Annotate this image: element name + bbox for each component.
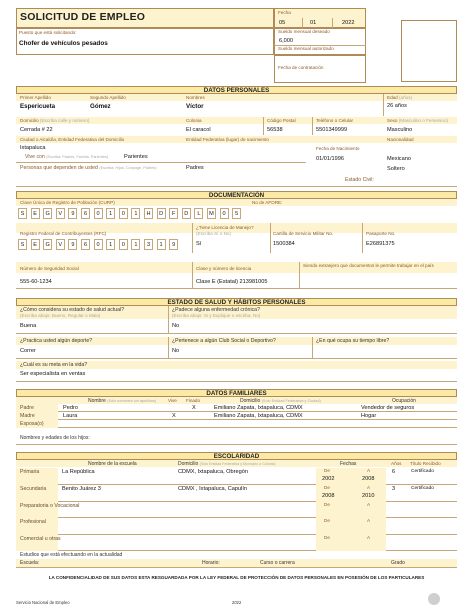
char-cell[interactable]: V [56, 239, 65, 250]
fecha-nacimiento-field[interactable]: 01/01/1996 [316, 156, 344, 162]
esc-de-label: De [324, 502, 330, 507]
divider [16, 358, 457, 359]
char-cell[interactable]: 0 [119, 208, 128, 219]
licencia-q-field[interactable]: Sí [196, 241, 202, 247]
clase-licencia-label: Clase y número de licencia [196, 266, 252, 271]
esc-col-escuela: Nombre de la escuela [88, 461, 137, 467]
salud-a2-field[interactable]: No [172, 323, 180, 329]
vive-con-label: Vive con (Escriba: Padres, Familia, Parientes) [25, 154, 109, 160]
esc-nivel: Primaria [20, 469, 40, 475]
divider [192, 262, 193, 288]
table-row [16, 485, 457, 502]
divider [383, 94, 384, 116]
table-row [16, 518, 457, 535]
afore-label: No de AFORE: [252, 200, 283, 205]
char-cell[interactable]: 1 [106, 239, 115, 250]
segundo-apellido-label: Segundo Apellido [90, 95, 126, 100]
salud-q3-label: ¿Practica usted algún deporte? [20, 338, 93, 344]
esc-nivel: Profesional [20, 519, 46, 525]
esc-de-label: De [324, 518, 330, 523]
colonia-label: Colonia [186, 118, 202, 123]
char-cell[interactable]: 1 [131, 239, 140, 250]
char-cell[interactable]: 9 [169, 239, 178, 250]
esc-escuela-field[interactable]: Benito Juárez 3 [62, 486, 101, 492]
telefono-label: Teléfono o Celular [316, 118, 354, 123]
esc-nivel: Preparatoria o Vocacional [20, 503, 80, 509]
char-cell[interactable]: 0 [220, 208, 229, 219]
puesto-field[interactable]: Chofer de vehículos pesados [19, 40, 108, 47]
salud-q1-label: ¿Cómo considera su estado de salud actual? [20, 307, 125, 313]
table-row [16, 412, 457, 420]
esc-a-field[interactable]: 2010 [362, 493, 375, 499]
fam-ocupacion-field[interactable]: Vendedor de seguros [361, 404, 415, 411]
divider [312, 337, 313, 358]
curp-label: Clave Única de Registro de Población (CURP) [20, 200, 115, 205]
nombres-field[interactable]: Víctor [186, 103, 204, 110]
salud-q5-label: ¿En qué ocupa su tiempo libre? [316, 338, 390, 344]
cartilla-field[interactable]: 1500384 [273, 241, 295, 247]
fecha-anio-field[interactable]: 2022 [342, 20, 355, 26]
section-familiares: DATOS FAMILIARES [16, 389, 457, 397]
footer-left: Servicio Nacional de Empleo [16, 600, 70, 605]
cartilla-label: Cartilla de Servicio Militar No. [273, 231, 334, 236]
fecha-dia-field[interactable]: 05 [279, 20, 286, 26]
vive-con-field[interactable]: Parientes [124, 154, 148, 160]
ciudad-field[interactable]: Ixtapaluca [20, 145, 46, 151]
esc-anios-field[interactable]: 6 [392, 469, 396, 475]
esc-nivel: Comercial u otras [20, 536, 61, 542]
hijos-label: Nombres y edades de los hijos: [20, 435, 90, 441]
divider [263, 117, 264, 135]
char-cell[interactable]: L [194, 208, 203, 219]
fam-nombre-field[interactable]: Laura [63, 412, 78, 419]
fam-vive-field[interactable]: X [172, 412, 176, 419]
sexo-field[interactable]: Masculino [387, 127, 413, 133]
sueldo-deseado-label: Sueldo mensual deseado [278, 29, 330, 34]
fam-ocupacion-field[interactable]: Hogar [361, 412, 377, 419]
esc-de-field[interactable]: 2008 [322, 493, 335, 499]
row-band [16, 397, 457, 404]
curso-label: Curso o carrera [260, 560, 295, 566]
divider [16, 162, 306, 163]
salud-q1-sub: (Escriba abajo: Bueno, Regular o Malo) [20, 313, 101, 318]
char-cell[interactable]: 1 [157, 239, 166, 250]
esc-a-label: A [367, 502, 371, 507]
esc-a-label: A [367, 535, 371, 540]
pasaporte-label: Pasaporte No. [366, 231, 396, 236]
fecha-contratacion-label: Fecha de contratación [278, 65, 324, 70]
section-documentacion: DOCUMENTACIÓN [16, 191, 457, 199]
pasaporte-field[interactable]: E26891375 [366, 241, 395, 247]
escolaridad-table [16, 468, 457, 552]
section-salud: ESTADO DE SALUD Y HÁBITOS PERSONALES [16, 298, 457, 306]
fam-domicilio-field[interactable]: Emiliano Zapata, Ixtapaluca, CDMX [214, 412, 303, 419]
char-cell[interactable]: G [43, 239, 52, 250]
estado-civil-field[interactable]: Soltero [387, 166, 405, 172]
table-row [16, 420, 457, 428]
dependen-label: Personas que dependen de usted (Escriba: Hijos, Cónyuge, Padres) [20, 165, 157, 171]
edad-field[interactable]: 26 años [387, 103, 407, 109]
telefono-field[interactable]: 5501349999 [316, 127, 348, 133]
char-cell[interactable]: 5 [232, 208, 241, 219]
colonia-field[interactable]: El caracol [186, 127, 211, 133]
char-cell[interactable]: 0 [119, 239, 128, 250]
curp-cells[interactable] [18, 208, 248, 220]
esc-col-titulo: Título Recibido [410, 461, 441, 466]
page-title: SOLICITUD DE EMPLEO [20, 11, 146, 23]
licencia-q-sub: (Escriba Sí o No) [196, 231, 231, 236]
cp-field[interactable]: 56538 [267, 127, 283, 133]
edad-label: Edad (años) [387, 95, 413, 100]
fam-relacion: Esposa(o) [20, 420, 44, 427]
fecha-label: Fecha [278, 10, 291, 15]
primer-apellido-field[interactable]: Espericueta [20, 103, 56, 110]
primer-apellido-label: Primer Apellido [20, 95, 51, 100]
ciudad-label: Ciudad o Alcaldía, Entidad Federativa del Domicilio [20, 137, 125, 142]
esc-domicilio-field[interactable]: CDMX, Ixtapaluca, Obregón [178, 469, 248, 475]
fam-col-finado: Finado [186, 398, 201, 403]
grado-label: Grado [391, 560, 405, 566]
esc-a-label: A [367, 468, 371, 473]
salud-q6-label: ¿Cuál es su meta en la vida? [20, 362, 88, 368]
salud-a4-field[interactable]: No [172, 348, 180, 354]
nss-label: Número de Seguridad Social [20, 266, 79, 271]
fam-domicilio-field[interactable]: Emiliano Zapata, Ixtapaluca, CDMX [214, 404, 303, 411]
fam-col-nombre: Nombre (Sólo nombre/s sin apellidos) [88, 398, 157, 404]
char-cell[interactable]: V [56, 208, 65, 219]
divider [16, 288, 457, 289]
esc-titulo-field[interactable]: Certificado [411, 469, 434, 474]
esc-col-domicilio: Domicilio (Sólo Entidad Federativa y Municipio o Colonia) [178, 461, 276, 467]
extranjero-label: Siendo extranjero que documentos le permite trabajar en el país [303, 263, 434, 268]
divider [16, 381, 457, 382]
char-cell[interactable]: 9 [68, 239, 77, 250]
salud-a1-field[interactable]: Buena [20, 323, 37, 329]
esc-a-label: A [367, 518, 371, 523]
logo-icon [428, 593, 440, 605]
salud-a6-field[interactable]: Ser especialista en ventas [20, 371, 86, 377]
escuela-label: Escuela: [20, 560, 40, 566]
char-cell[interactable]: G [43, 208, 52, 219]
char-cell[interactable]: D [157, 208, 166, 219]
fam-col-ocupacion: Ocupación [392, 398, 416, 404]
esc-anios-field[interactable]: 3 [392, 486, 396, 492]
esc-escuela-field[interactable]: La República [62, 469, 95, 475]
divider [16, 186, 457, 187]
char-cell[interactable]: 0 [94, 239, 103, 250]
divider [16, 444, 457, 445]
esc-de-label: De [324, 468, 330, 473]
fam-relacion: Madre [20, 412, 35, 419]
nacionalidad-field[interactable]: Mexicano [387, 156, 411, 162]
divider [192, 223, 193, 253]
legal-notice: LA CONFIDENCIALIDAD DE SUS DATOS ESTA RESGUARDADA POR LA LEY FEDERAL DE PROTECCIÓN DE DATOS PERSONALES EN POSESIÓN DE LOS PARTICULARES [48, 575, 425, 580]
nombres-label: Nombres [186, 95, 205, 100]
lugar-nacimiento-label: Entidad Federativa (lugar) de nacimiento [186, 137, 269, 142]
divider [312, 117, 313, 135]
char-cell[interactable]: E [31, 208, 40, 219]
esc-de-field[interactable]: 2002 [322, 476, 335, 482]
char-cell[interactable]: 1 [131, 208, 140, 219]
salud-q2-label: ¿Padece alguna enfermedad crónica? [172, 307, 260, 313]
puesto-label: Puesto que está solicitando: [19, 30, 77, 35]
fecha-mes-field[interactable]: 01 [310, 20, 317, 26]
horario-label: Horario: [202, 560, 220, 566]
esc-nivel: Secundaria [20, 486, 47, 492]
esc-titulo-field[interactable]: Certificado [411, 486, 434, 491]
char-cell[interactable]: 6 [81, 208, 90, 219]
salud-a3-field[interactable]: Correr [20, 348, 36, 354]
fam-relacion: Padre [20, 404, 34, 411]
rfc-label: Registro Federal de Contribuyentes (RFC) [20, 231, 107, 236]
esc-de-label: De [324, 485, 330, 490]
esc-de-label: De [324, 535, 330, 540]
esc-col-fechas: Fechas [340, 461, 357, 467]
sueldo-deseado-field[interactable]: 6,000 [279, 38, 293, 44]
divider [362, 223, 363, 253]
dependen-field[interactable]: Padres [186, 165, 204, 171]
divider [270, 223, 271, 253]
fam-col-domicilio: Domicilio (Solo Entidad Federativa y Ciudad) [240, 398, 321, 404]
fam-finado-field[interactable]: X [192, 404, 196, 411]
clase-licencia-field[interactable]: Clase E (Estatal) 213981005 [196, 279, 268, 285]
salud-q4-label: ¿Pertenece a algún Club Social o Deportivo? [172, 338, 276, 344]
char-cell[interactable]: 9 [68, 208, 77, 219]
esc-col-anios: Años [391, 461, 402, 466]
table-row [16, 404, 457, 412]
esc-a-field[interactable]: 2008 [362, 476, 375, 482]
salud-q2-sub: (Escriba abajo: Si y Explique o escriba: No) [172, 313, 261, 318]
esc-a-label: A [367, 485, 371, 490]
domicilio-label: Domicilio (Escriba calle y número) [20, 118, 90, 123]
char-cell[interactable]: 3 [144, 239, 153, 250]
char-cell[interactable]: D [182, 208, 191, 219]
table-row [16, 535, 457, 551]
nss-field[interactable]: 555-60-1234 [20, 279, 52, 285]
section-escolaridad: ESCOLARIDAD [16, 452, 457, 460]
char-cell[interactable]: 1 [106, 208, 115, 219]
fam-col-vive: Vive [168, 398, 177, 403]
licencia-q-label: ¿Tiene Licencia de Manejo? [196, 225, 254, 230]
divider [299, 262, 300, 288]
char-cell[interactable]: S [18, 208, 27, 219]
table-row [16, 502, 457, 518]
fecha-nacimiento-label: Fecha de Nacimiento [316, 146, 360, 151]
rfc-cells[interactable] [18, 239, 188, 251]
char-cell[interactable]: F [169, 208, 178, 219]
divider [168, 337, 169, 358]
char-cell[interactable]: 6 [81, 239, 90, 250]
segundo-apellido-field[interactable]: Gómez [90, 103, 111, 110]
sexo-label: Sexo (Masculino o Femenino) [387, 118, 449, 123]
divider [332, 18, 333, 28]
char-cell[interactable]: M [207, 208, 216, 219]
fam-nombre-field[interactable]: Pedro [63, 404, 78, 411]
char-cell[interactable]: H [144, 208, 153, 219]
footer-center: 2022 [232, 600, 242, 605]
estudios-actuales-label: Estudios que está efectuando en la actualidad [20, 552, 123, 558]
esc-domicilio-field[interactable]: CDMX , Ixtapaluca, Capulín [178, 486, 248, 492]
divider [302, 18, 303, 28]
cp-label: Código Postal [267, 118, 296, 123]
table-row [16, 468, 457, 485]
char-cell[interactable]: E [31, 239, 40, 250]
divider [16, 333, 457, 334]
familiares-table [16, 404, 457, 434]
divider [168, 306, 169, 333]
section-datos-personales: DATOS PERSONALES [16, 86, 457, 94]
char-cell[interactable]: 0 [94, 208, 103, 219]
estado-civil-label: Estado Civil: [345, 177, 374, 183]
photo-placeholder [401, 20, 457, 82]
char-cell[interactable]: S [18, 239, 27, 250]
divider [16, 567, 457, 568]
nacionalidad-label: Nacionalidad [387, 137, 414, 142]
domicilio-field[interactable]: Cerrada # 22 [20, 127, 53, 133]
sueldo-autorizado-label: Sueldo mensual autorizado [278, 46, 334, 51]
